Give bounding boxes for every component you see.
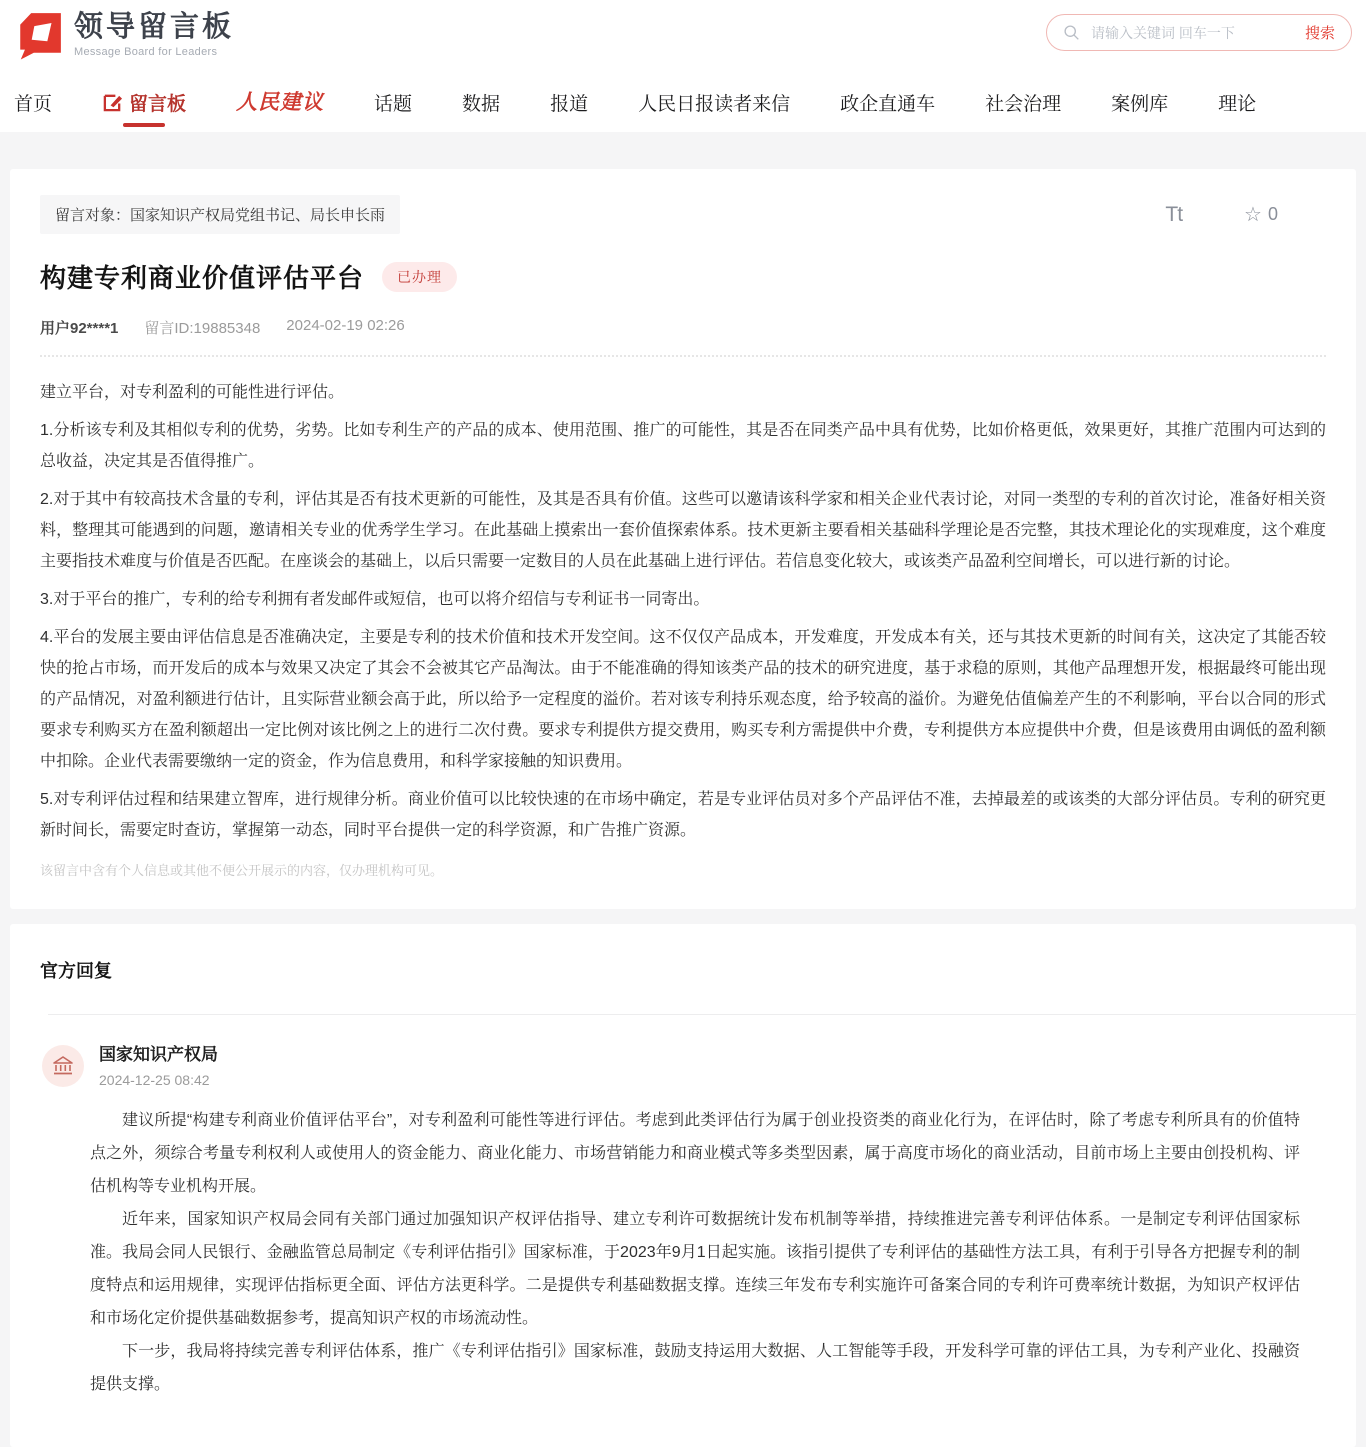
message-user: 用户92****1 — [40, 320, 119, 337]
reply-body — [90, 1104, 1300, 1401]
nav-item-home[interactable]: 首页 — [14, 94, 53, 115]
message-paragraph: 1.分析该专利及其相似专利的优势，劣势。比如专利生产的产品的成本、使用范围、推广的可能性，其是否在同类产品中具有优势，比如价格更低，效果更好，其推广范围内可达到的总收益，决定其是否值得推广。 — [40, 422, 1326, 470]
message-title: 构建专利商业价值评估平台 — [40, 263, 365, 293]
search-box[interactable] — [1046, 14, 1352, 51]
nav-item-social-governance[interactable]: 社会治理 — [985, 94, 1062, 115]
nav-item-reports[interactable]: 报道 — [550, 94, 589, 115]
bank-icon — [51, 1054, 75, 1078]
message-paragraph: 5.对专利评估过程和结果建立智库，进行规律分析。商业价值可以比较快速的在市场中确定，若是专业评估员对多个产品评估不准，去掉最差的或该类的大部分评估员。专利的研究更新时间长，需要定时查访，掌握第一动态，同时平台提供一定的科学资源，和广告推广资源。 — [40, 791, 1326, 839]
reply-date: 2024-12-25 08:42 — [99, 1072, 210, 1088]
message-card — [10, 169, 1356, 909]
text-size-icon[interactable]: Tt — [1165, 202, 1183, 226]
message-target: 留言对象：国家知识产权局党组书记、局长申长雨 — [40, 195, 400, 234]
message-paragraph: 4.平台的发展主要由评估信息是否准确决定，主要是专利的技术价值和技术开发空间。这不仅仅产品成本，开发难度，开发成本有关，还与其技术更新的时间有关，这决定了其能否较快的抢占市场，而开发后的成本与效果又决定了其会不会被其它产品淘汰。由于不能准确的得知该类产品的技术的研究进度，基于求稳的原则，其他产品理想开发，根据最终可能出现的产品情况，对盈利额进行估计，且实际营业额会高于此，所以给予一定程度的溢价。若对该专利持乐观态度，给予较高的溢价。为避免估值偏差产生的不利影响，平台以合同的形式要求专利购买方在盈利额超出一定比例对该比例之上的进行二次付费。要求专利提供方提交费用，购买专利方需提供中介费，专利提供方本应提供中介费，但是该费用由调低的盈利额中扣除。企业代表需要缴纳一定的资金，作为信息费用，和科学家接触的知识费用。 — [40, 629, 1326, 770]
nav-item-reader-letters[interactable]: 人民日报读者来信 — [638, 94, 791, 115]
search-icon — [1063, 24, 1080, 41]
status-badge: 已办理 — [382, 262, 457, 292]
nav-item-label: 留言板 — [129, 94, 187, 115]
message-title-row — [40, 258, 1326, 295]
reply-paragraph: 建议所提“构建专利商业价值评估平台”，对专利盈利可能性等进行评估。考虑到此类评估行为属于创业投资类的商业化行为，在评估时，除了考虑专利所具有的价值特点之外，须综合考量专利权利人或使用人的资金能力、商业化能力、市场营销能力和商业模式等多类型因素，属于高度市场化的商业活动，目前市场上主要由创投机构、评估机构等专业机构开展。 — [90, 1112, 1300, 1195]
site-logo[interactable] — [14, 10, 234, 60]
nav-item-topics[interactable]: 话题 — [374, 94, 413, 115]
nav-item-case-library[interactable]: 案例库 — [1111, 94, 1169, 115]
search-button[interactable]: 搜索 — [1305, 22, 1335, 43]
message-paragraph: 2.对于其中有较高技术含量的专利，评估其是否有技术更新的可能性，及其是否具有价值。这些可以邀请该科学家和相关企业代表讨论，对同一类型的专利的首次讨论，准备好相关资料，整理其可能遇到的问题，邀请相关专业的优秀学生学习。在此基础上摸索出一套价值探索体系。技术更新主要看相关基础科学理论是否完整，其技术理论化的实现难度，这个难度主要指技术难度与价值是否匹配。在座谈会的基础上，以后只需要一定数目的人员在此基础上进行评估。若信息变化较大，或该类产品盈利空间增长，可以进行新的讨论。 — [40, 491, 1326, 570]
reply-section-title: 官方回复 — [40, 961, 112, 981]
reply-paragraph: 近年来，国家知识产权局会同有关部门通过加强知识产权评估指导、建立专利许可数据统计发布机制等举措，持续推进完善专利评估体系。一是制定专利评估国家标准。我局会同人民银行、金融监管总局制定《专利评估指引》国家标准，于2023年9月1日起实施。该指引提供了专利评估的基础性方法工具，有利于引导各方把握专利的制度特点和运用规律，实现评估指标更全面、评估方法更科学。二是提供专利基础数据支撑。连续三年发布专利实施许可备案合同的专利许可费率统计数据，为知识产权评估和市场化定价提供基础数据参考，提高知识产权的市场流动性。 — [90, 1211, 1300, 1327]
site-subtitle: Message Board for Leaders — [74, 45, 218, 58]
reply-agency: 国家知识产权局 — [99, 1045, 218, 1064]
nav-item-message-board[interactable] — [102, 89, 186, 132]
nav-item-data[interactable]: 数据 — [462, 94, 501, 115]
favorite-button[interactable] — [1244, 202, 1278, 227]
nav-item-peoples-suggestion[interactable]: 人民建议 — [236, 91, 325, 114]
logo-icon — [14, 10, 64, 60]
privacy-note: 该留言中含有个人信息或其他不便公开展示的内容，仅办理机构可见。 — [40, 863, 444, 878]
message-date: 2024-02-19 02:26 — [286, 317, 405, 334]
message-paragraph: 3.对于平台的推广，专利的给专利拥有者发邮件或短信，也可以将介绍信与专利证书一同寄出。 — [40, 591, 710, 608]
page-body — [0, 132, 1366, 1447]
nav-item-gov-enterprise[interactable]: 政企直通车 — [840, 94, 936, 115]
favorite-count: 0 — [1267, 204, 1278, 224]
nav-item-theory[interactable]: 理论 — [1218, 94, 1257, 115]
dotted-divider — [40, 355, 1326, 357]
official-reply-card — [10, 924, 1356, 1447]
avatar — [42, 1045, 84, 1087]
message-paragraph: 建立平台，对专利盈利的可能性进行评估。 — [40, 384, 345, 401]
site-title: 领导留言板 — [74, 11, 235, 44]
reply-paragraph: 下一步，我局将持续完善专利评估体系，推广《专利评估指引》国家标准，鼓励支持运用大数据、人工智能等手段，开发科学可靠的评估工具，为专利产业化、投融资提供支撑。 — [90, 1343, 1300, 1393]
reply-header — [42, 1045, 1316, 1088]
message-id: 留言ID:19885348 — [144, 320, 261, 337]
site-header — [0, 0, 1366, 132]
message-meta — [40, 317, 1326, 338]
edit-icon — [102, 92, 123, 113]
star-icon: ☆ — [1244, 204, 1262, 226]
main-nav — [14, 72, 1352, 132]
message-body — [40, 377, 1326, 846]
search-input[interactable] — [1089, 24, 1296, 42]
reply-divider — [48, 1014, 1356, 1015]
